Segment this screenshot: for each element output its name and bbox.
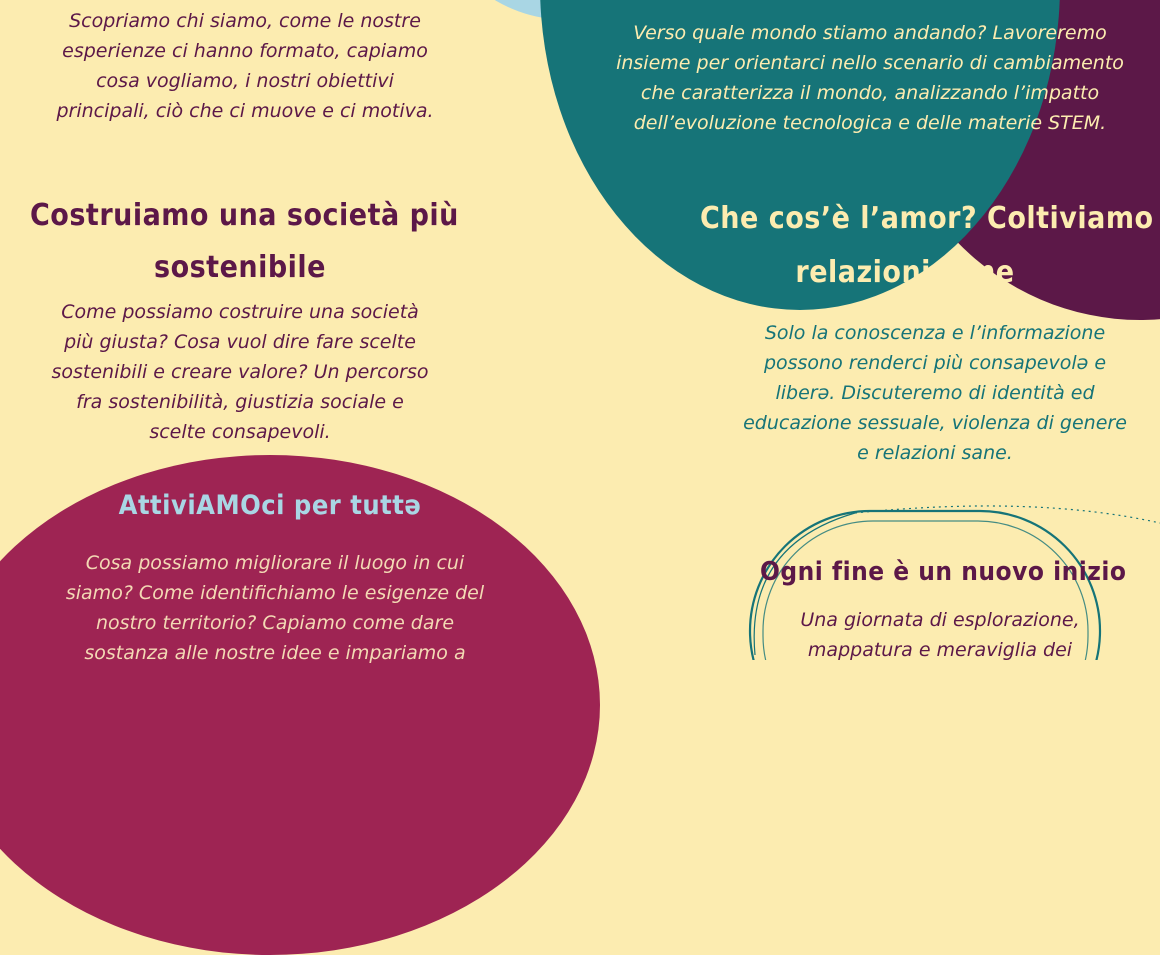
text-line: Verso quale mondo stiamo andando? Lavoreremo [633, 22, 1107, 44]
text-line: siamo? Come identifichiamo le esigenze del [65, 582, 485, 604]
text-line: dell’evoluzione tecnologica e delle materie STEM. [633, 112, 1107, 134]
heading-line: sostenibile [154, 250, 326, 285]
text-line: più giusta? Cosa vuol dire fare scelte [64, 331, 416, 353]
crimson-circle [0, 455, 600, 955]
text-line: principali, ciò che ci muove e ci motiva. [56, 100, 434, 122]
text-line: sostenibili e creare valore? Un percorso [51, 361, 429, 383]
text-line: esperienze ci hanno formato, capiamo [62, 40, 428, 62]
text-line: liberə. Discuteremo di identità ed [775, 382, 1095, 404]
heading-line: relazioni sane [795, 255, 1015, 290]
societa-heading [30, 190, 459, 294]
mondo-text [575, 18, 1160, 138]
text-line: cosa vogliamo, i nostri obiettivi [96, 70, 394, 92]
text-line: possono renderci più consapevolə e [763, 352, 1107, 374]
heading-line: Che cos’è l’amor? Coltiviamo [700, 201, 1154, 236]
amor-text [715, 318, 1155, 468]
text-line: Una giornata di esplorazione, [800, 609, 1080, 631]
text-line: scelte consapevoli. [149, 421, 331, 443]
text-line: educazione sessuale, violenza di genere [743, 412, 1127, 434]
fine-text [760, 605, 1120, 665]
text-line: Scopriamo chi siamo, come le nostre [69, 10, 421, 32]
societa-text [30, 297, 450, 447]
fine-heading: Ogni fine è un nuovo inizio [760, 557, 1127, 587]
heading-line: Costruiamo una società più [30, 198, 459, 233]
text-line: insieme per orientarci nello scenario di cambiamento [616, 52, 1124, 74]
text-line: e relazioni sane. [857, 442, 1013, 464]
text-line: fra sostenibilità, giustizia sociale e [76, 391, 404, 413]
text-line: Cosa possiamo migliorare il luogo in cui [85, 552, 465, 574]
intro-text [35, 6, 455, 126]
text-line: che caratterizza il mondo, analizzando l’impatto [640, 82, 1100, 104]
text-line: Come possiamo costruire una società [61, 301, 419, 323]
text-line: Solo la conoscenza e l’informazione [764, 322, 1106, 344]
text-line: nostro territorio? Capiamo come dare [95, 612, 455, 634]
amor-heading [700, 192, 1154, 300]
text-line: sostanza alle nostre idee e impariamo a [84, 642, 466, 664]
attivi-text [30, 548, 520, 668]
attivi-heading: AttiviAMOci per tuttə [118, 490, 422, 521]
text-line: mappatura e meraviglia dei [807, 639, 1073, 661]
